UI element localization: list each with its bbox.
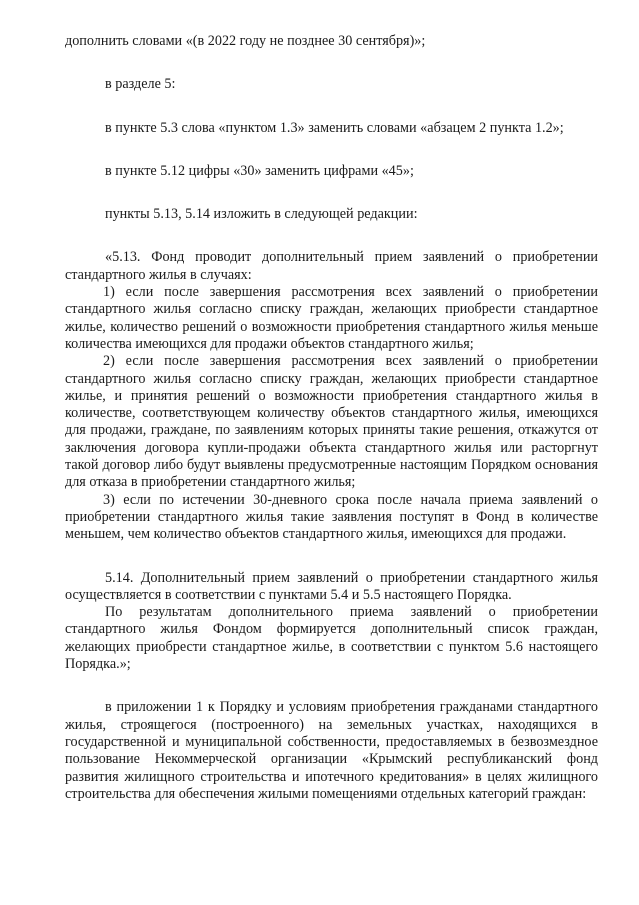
- paragraph-6: «5.13. Фонд проводит дополнительный прием заявлений о приобретении стандартного жилья в случаях:: [65, 249, 598, 283]
- paragraph-2: в разделе 5:: [105, 76, 176, 93]
- paragraph-11: По результатам дополнительного приема заявлений о приобретении стандартного жилья Фондом формируется дополнительный список граждан, желающих приобрести стандартное жилье, в соответствии с пунктом 5.6 настоящего Порядка.»;: [65, 604, 598, 673]
- paragraph-12: в приложении 1 к Порядку и условиям приобретения гражданами стандартного жилья, строящегося (построенного) на земельных участках, находящихся в государственной и муниципальной собственности, предоставляемых в безвозмездное пользование Некоммерческой организации «Крымский республиканский фонд развития жилищного строительства и ипотечного кредитования» в целях жилищного строительства для обеспечения жилыми помещениями отдельных категорий граждан:: [65, 699, 598, 802]
- paragraph-4: в пункте 5.12 цифры «30» заменить цифрами «45»;: [105, 162, 414, 179]
- paragraph-3: в пункте 5.3 слова «пунктом 1.3» заменить словами «абзацем 2 пункта 1.2»;: [105, 119, 564, 136]
- paragraph-8: 2) если после завершения рассмотрения всех заявлений о приобретении стандартного жилья согласно списку граждан, желающих приобрести стандартное жилье, и принятия решений о возможности приобретения стандартного жилья в количестве, соответствующем количеству объектов стандартного жилья, имеющихся для продажи, граждане, по заявлениям которых приняты такие решения, откажутся от заключения договора купли-продажи объекта стандартного жилья или расторгнут такой договор либо будут выявлены предусмотренные настоящим Порядком основания для отказа в приобретении стандартного жилья;: [65, 353, 598, 491]
- paragraph-10: 5.14. Дополнительный прием заявлений о приобретении стандартного жилья осуществляется в соответствии с пунктами 5.4 и 5.5 настоящего Порядка.: [65, 569, 598, 603]
- paragraph-7: 1) если после завершения рассмотрения всех заявлений о приобретении стандартного жилья согласно списку граждан, желающих приобрести стандартное жилье, количество решений о возможности приобретения стандартного жилья меньше количества имеющихся для продажи объектов стандартного жилья;: [65, 284, 598, 352]
- paragraph-1: дополнить словами «(в 2022 году не позднее 30 сентября)»;: [65, 33, 426, 49]
- paragraph-5: пункты 5.13, 5.14 изложить в следующей редакции:: [105, 206, 418, 223]
- paragraph-9: 3) если по истечении 30-дневного срока после начала приема заявлений о приобретении стандартного жилья такие заявления поступят в Фонд в количестве меньшем, чем количество объектов стандартного жилья, имеющихся для продажи.: [65, 491, 598, 543]
